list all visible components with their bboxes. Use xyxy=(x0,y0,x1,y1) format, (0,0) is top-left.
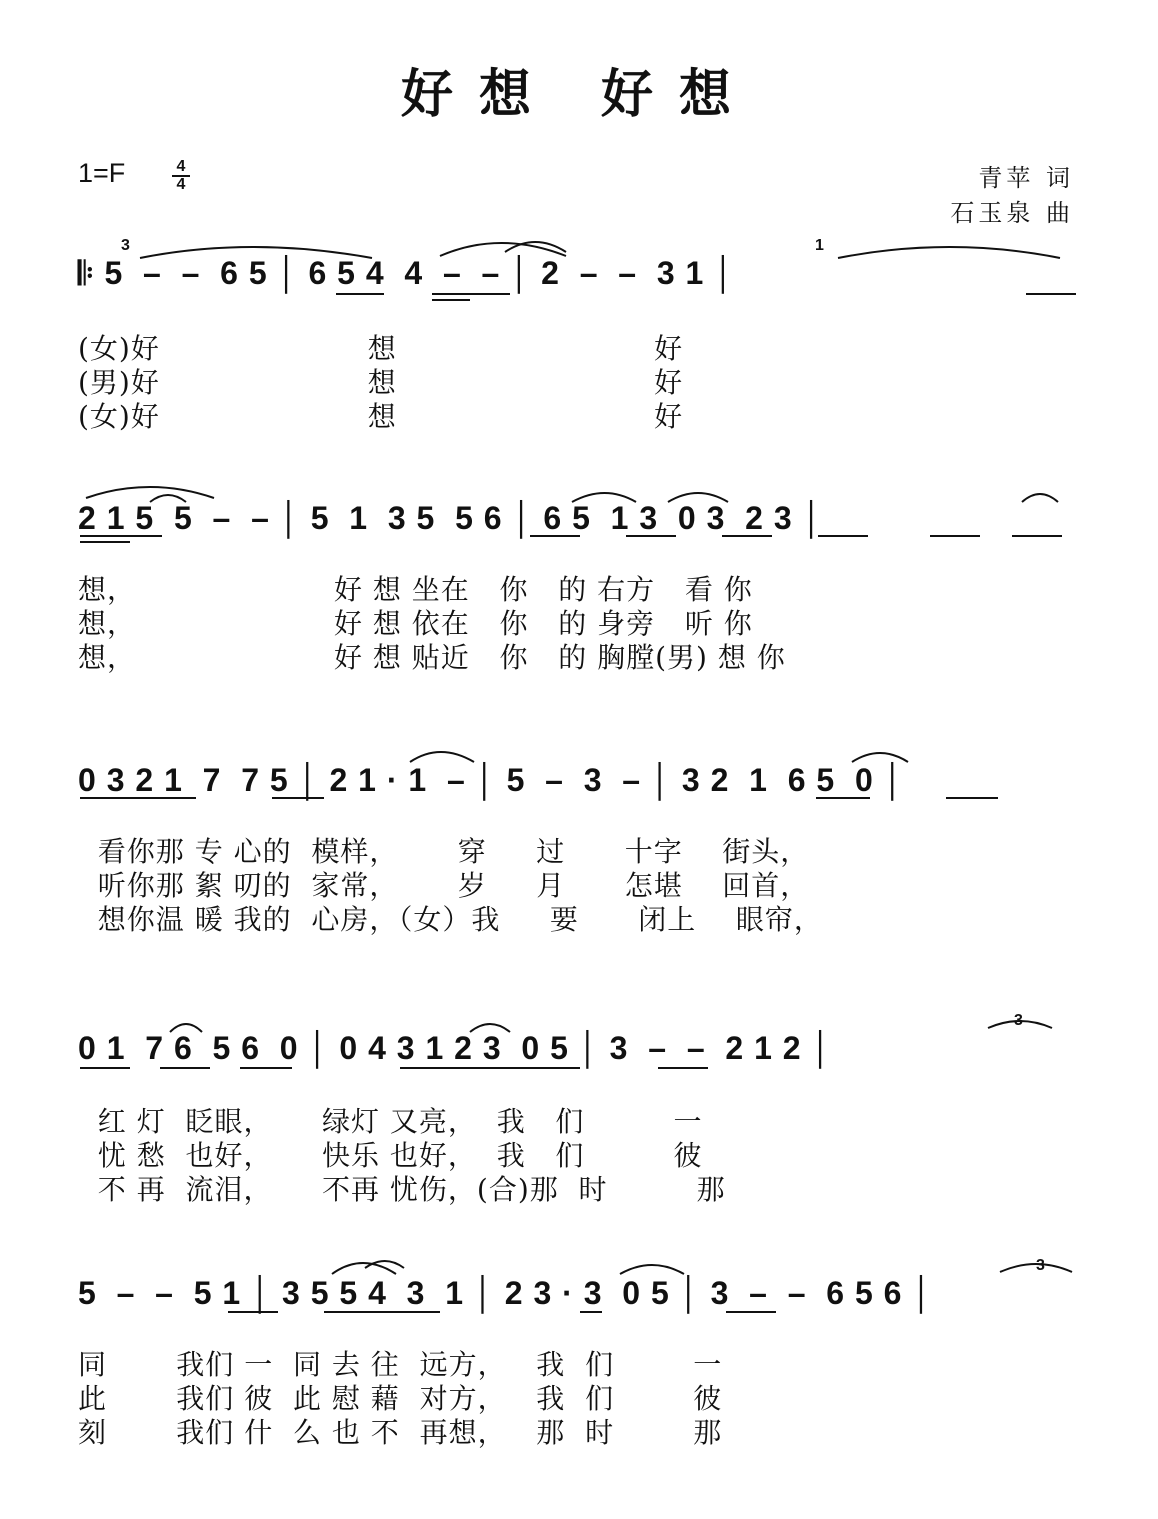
mark-first-ending-1: 1 xyxy=(815,237,824,254)
lyric-line-2: (男)好 想 好 xyxy=(78,366,684,399)
lyric-line-2: 忧 愁 也好， 快乐 也好， 我 们 彼 xyxy=(78,1139,703,1172)
staff-notes: 5 – – 5 1 │ 3 5 5 4 3 1 │ 2 3 · 3 0 5 │ 3 – – 6 5 6 │ xyxy=(78,1275,934,1311)
song-title: 好想 好想 xyxy=(400,64,758,125)
lyric-line-1: 红 灯 眨眼， 绿灯 又亮， 我 们 一 xyxy=(78,1105,703,1138)
staff-notes: 0 3 2 1 7 7 5 │ 2 1 · 1 – │ 5 – 3 – │ 3 2 1 6 5 0 │ xyxy=(78,762,905,798)
lyricist-credit: 青苹 词 xyxy=(978,164,1074,192)
staff-notes: 0 1 7 6 5 6 0 │ 0 4 3 1 2 3 0 5 │ 3 – – 2 1 2 │ xyxy=(78,1030,833,1066)
slur xyxy=(505,242,566,252)
lyric-line-3: 不 再 流泪， 不再 忧伤，(合)那 时 那 xyxy=(78,1173,726,1206)
key-signature: 1=F xyxy=(78,158,126,188)
time-signature-top: 4 xyxy=(176,158,186,175)
slur xyxy=(332,1263,396,1274)
slur xyxy=(1022,494,1058,502)
slur xyxy=(410,752,474,762)
mark-triplet-3: 3 xyxy=(121,237,130,254)
mark-triplet-3: 3 xyxy=(1014,1012,1023,1029)
slur xyxy=(365,1261,404,1268)
lyric-line-1: (女)好 想 好 xyxy=(78,332,684,365)
staff-notes: 𝄆 5 – – 6 5 │ 6 5 4 4 – – │ 2 – – 3 1 │ xyxy=(78,255,736,291)
slur xyxy=(852,753,908,762)
slur xyxy=(620,1265,684,1274)
lyric-line-3: 刻 我们 什 么 也 不 再想， 那 时 那 xyxy=(78,1416,723,1449)
lyric-line-2: 听你那 絮 叨的 家常， 岁 月 怎堪 回首， xyxy=(78,869,810,902)
lyric-line-2: 此 我们 彼 此 慰 藉 对方， 我 们 彼 xyxy=(78,1382,723,1415)
slur xyxy=(86,487,214,498)
lyric-line-1: 看你那 专 心的 模样， 穿 过 十字 街头， xyxy=(78,835,810,868)
staff-notes: 2 1 5 5 – – │ 5 1 3 5 5 6 │ 6 5 1 3 0 3 2 3 │ xyxy=(78,500,824,536)
lyric-line-3: (女)好 想 好 xyxy=(78,400,684,433)
lyric-line-1: 同 我们 一 同 去 往 远方， 我 们 一 xyxy=(78,1348,723,1381)
mark-triplet-3: 3 xyxy=(1036,1257,1045,1274)
lyric-line-2: 想， 好 想 依在 你 的 身旁 听 你 xyxy=(78,607,753,640)
lyric-line-3: 想， 好 想 贴近 你 的 胸膛(男) 想 你 xyxy=(78,641,786,674)
composer-credit: 石玉泉 曲 xyxy=(950,199,1074,227)
slur xyxy=(838,247,1060,258)
time-signature-bottom: 4 xyxy=(176,176,186,193)
lyric-line-3: 想你温 暖 我的 心房，（女）我 要 闭上 眼帘， xyxy=(78,903,823,936)
lyric-line-1: 想， 好 想 坐在 你 的 右方 看 你 xyxy=(78,573,753,606)
time-signature xyxy=(172,160,190,192)
